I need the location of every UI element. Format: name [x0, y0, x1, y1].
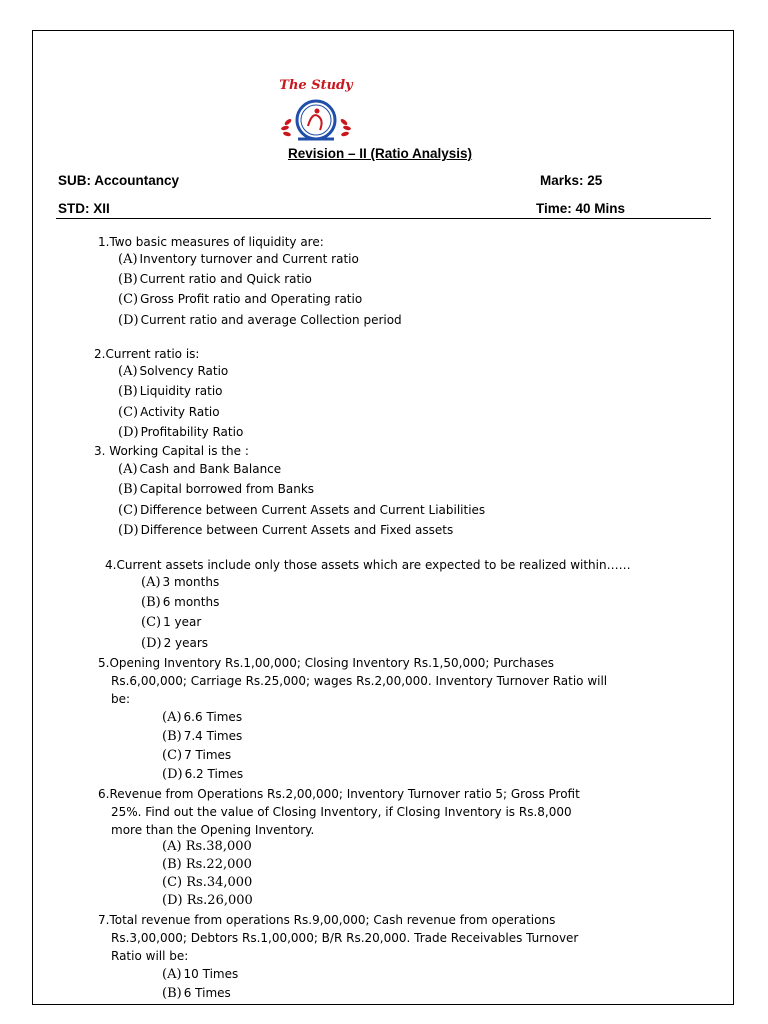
option [118, 252, 359, 267]
option-text: Current ratio and average Collection period [140, 313, 402, 327]
option [162, 839, 252, 854]
option-text: Activity Ratio [140, 405, 220, 419]
page-title: Revision – II (Ratio Analysis) [288, 146, 473, 161]
option-text: Difference between Current Assets and Fixed assets [140, 523, 454, 537]
option-letter: (A) [118, 364, 138, 379]
question-number: 7. [98, 913, 110, 927]
question-4 [105, 556, 631, 574]
option-text: 6.2 Times [184, 767, 244, 781]
question-number: 3. [94, 444, 106, 458]
option-text: 2 years [163, 636, 209, 650]
question-number: 1. [98, 235, 110, 249]
question-7 [98, 911, 578, 965]
option-letter: (B) [141, 595, 161, 610]
option-text: Difference between Current Assets and Current Liabilities [140, 503, 486, 517]
option-text: Current ratio and Quick ratio [139, 272, 312, 286]
question-text-line: Rs.3,00,000; Debtors Rs.1,00,000; B/R Rs.20,000. Trade Receivables Turnover [111, 931, 579, 945]
option [118, 523, 453, 538]
option-letter: (D) [162, 767, 183, 782]
option-text: 7 Times [184, 748, 232, 762]
option [118, 272, 312, 287]
option [162, 729, 242, 744]
option-text: Inventory turnover and Current ratio [139, 252, 359, 266]
option [118, 405, 220, 420]
option-text: 6 months [162, 595, 220, 609]
question-text: Current assets include only those assets which are expected to be realized within…… [116, 558, 631, 572]
option-letter: (D) [162, 893, 183, 908]
option-letter: (C) [162, 875, 183, 890]
subject-label: SUB: Accountancy [58, 173, 180, 188]
question-text-line: more than the Opening Inventory. [111, 823, 315, 837]
option-letter: (C) [162, 748, 183, 763]
option [141, 595, 219, 610]
option-letter: (B) [162, 729, 182, 744]
question-6 [98, 785, 580, 839]
logo-emblem-icon [268, 78, 364, 142]
school-logo [268, 78, 364, 142]
option [118, 384, 223, 399]
std-label: STD: XII [58, 201, 110, 216]
option [162, 857, 252, 872]
question-number: 5. [98, 656, 110, 670]
option-text: Rs.34,000 [186, 875, 253, 890]
option-letter: (B) [162, 986, 182, 1001]
option-text: Rs.38,000 [185, 839, 252, 854]
option [118, 462, 281, 477]
question-text-line: 25%. Find out the value of Closing Inventory, if Closing Inventory is Rs.8,000 [111, 805, 572, 819]
option-text: 6 Times [183, 986, 231, 1000]
question-text-line: be: [111, 692, 131, 706]
option-text: Liquidity ratio [139, 384, 223, 398]
option-letter: (A) [118, 252, 138, 267]
question-number: 6. [98, 787, 110, 801]
option [118, 313, 402, 328]
question-3 [94, 442, 249, 460]
option-letter: (C) [118, 503, 139, 518]
option-letter: (D) [118, 523, 139, 538]
option-letter: (D) [118, 313, 139, 328]
option-letter: (B) [118, 384, 138, 399]
option-text: 6.6 Times [183, 710, 243, 724]
option [162, 967, 238, 982]
option-letter: (B) [162, 857, 182, 872]
time-label: Time: 40 Mins [536, 201, 626, 216]
question-text-line: Total revenue from operations Rs.9,00,000; Cash revenue from operations [109, 913, 556, 927]
question-number: 2. [94, 347, 106, 361]
option [118, 425, 243, 440]
option-text: Rs.22,000 [185, 857, 252, 872]
option [141, 575, 219, 590]
option [162, 893, 253, 908]
question-2 [94, 345, 199, 363]
question-1 [98, 233, 324, 251]
option-text: 7.4 Times [183, 729, 243, 743]
option-text: Gross Profit ratio and Operating ratio [140, 292, 363, 306]
option [118, 364, 228, 379]
option-letter: (B) [118, 482, 138, 497]
option-letter: (C) [141, 615, 162, 630]
option [118, 482, 314, 497]
logo-text: The Study [279, 78, 353, 93]
option [162, 710, 242, 725]
header-divider [56, 218, 711, 219]
option [162, 875, 252, 890]
option-text: Profitability Ratio [140, 425, 244, 439]
option-letter: (A) [118, 462, 138, 477]
option-letter: (D) [141, 636, 162, 651]
question-number: 4. [105, 558, 117, 572]
option-text: Rs.26,000 [186, 893, 253, 908]
question-text-line: Rs.6,00,000; Carriage Rs.25,000; wages Rs.2,00,000. Inventory Turnover Ratio will [111, 674, 608, 688]
option [118, 292, 362, 307]
option-letter: (A) [162, 839, 182, 854]
question-text: Two basic measures of liquidity are: [109, 235, 324, 249]
option-text: Solvency Ratio [139, 364, 229, 378]
question-text-line: Revenue from Operations Rs.2,00,000; Inventory Turnover ratio 5; Gross Profit [109, 787, 580, 801]
option [162, 748, 231, 763]
option-letter: (C) [118, 292, 139, 307]
option [141, 636, 208, 651]
option-letter: (C) [118, 405, 139, 420]
question-text: Working Capital is the : [109, 444, 249, 458]
option-text: Cash and Bank Balance [139, 462, 282, 476]
question-text-line: Opening Inventory Rs.1,00,000; Closing Inventory Rs.1,50,000; Purchases [109, 656, 554, 670]
option-letter: (B) [118, 272, 138, 287]
option-letter: (D) [118, 425, 139, 440]
question-text: Current ratio is: [105, 347, 200, 361]
option-letter: (A) [162, 710, 182, 725]
option-text: 1 year [163, 615, 202, 629]
option [162, 767, 243, 782]
option [162, 986, 231, 1001]
option [141, 615, 201, 630]
option-letter: (A) [162, 967, 182, 982]
marks-label: Marks: 25 [540, 173, 603, 188]
option-text: 10 Times [183, 967, 239, 981]
question-5 [98, 654, 607, 708]
option-text: Capital borrowed from Banks [139, 482, 315, 496]
question-text-line: Ratio will be: [111, 949, 189, 963]
option-letter: (A) [141, 575, 161, 590]
option-text: 3 months [162, 575, 220, 589]
option [118, 503, 485, 518]
